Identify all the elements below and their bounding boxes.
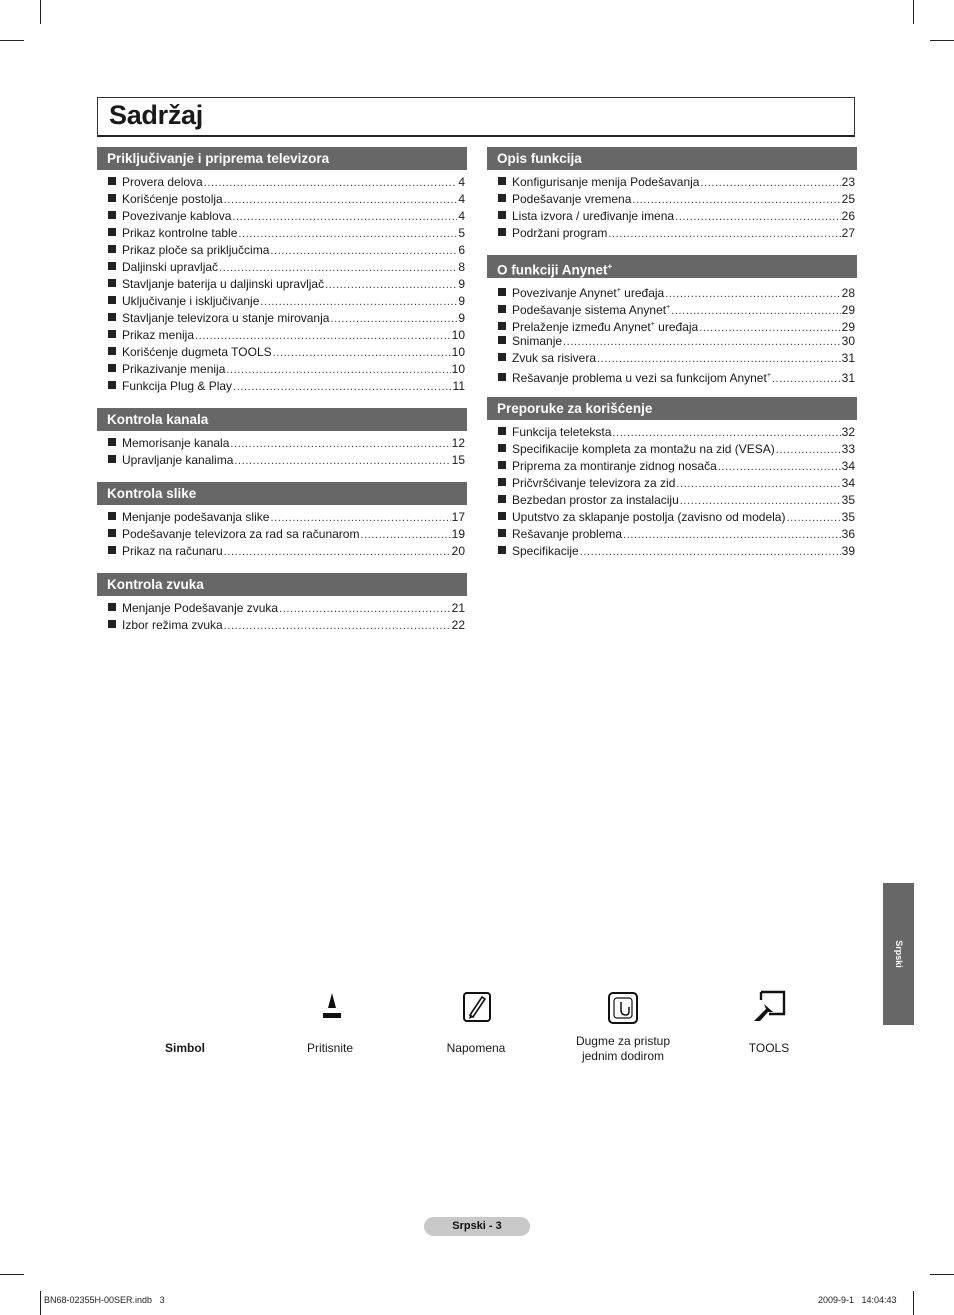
leader-dots <box>232 209 457 226</box>
toc-entry[interactable] <box>97 361 467 378</box>
toc-entry-title <box>122 293 259 310</box>
toc-entry[interactable] <box>487 282 857 299</box>
square-bullet-icon <box>498 373 506 381</box>
toc-entry-title <box>122 276 324 293</box>
toc-entry-title <box>122 361 225 378</box>
legend-one-touch-line1: Dugme za pristup <box>575 1034 671 1048</box>
toc-page-number: 34 <box>841 459 855 473</box>
toc-entry-text: Konfigurisanje menija Podešavanja <box>512 175 700 189</box>
leader-dots <box>234 453 450 470</box>
toc-entry-text: Prikaz na računaru <box>122 544 223 558</box>
toc-entry[interactable] <box>487 475 857 492</box>
toc-entry[interactable] <box>97 191 467 208</box>
toc-entry-title <box>512 367 771 387</box>
toc-page-number: 26 <box>841 209 855 223</box>
toc-entry-text: Uputstvo za sklapanje postolja (zavisno od modela) <box>512 510 786 524</box>
toc-entry[interactable] <box>487 526 857 543</box>
crop-mark <box>40 1291 41 1315</box>
toc-section <box>97 147 467 395</box>
toc-entry-text: Menjanje Podešavanje zvuka <box>122 601 279 615</box>
toc-entry-title <box>122 344 272 361</box>
square-bullet-icon <box>108 296 116 304</box>
toc-entry-title <box>122 191 223 208</box>
toc-page-number: 32 <box>841 425 855 439</box>
toc-entry-suffix: uređaja <box>620 286 665 300</box>
section-heading-superscript: + <box>607 262 613 271</box>
toc-entry-title <box>512 225 607 242</box>
square-bullet-icon <box>498 177 506 185</box>
toc-entry[interactable] <box>487 208 857 225</box>
square-bullet-icon <box>108 279 116 287</box>
square-bullet-icon <box>498 495 506 503</box>
toc-entry[interactable] <box>97 452 467 469</box>
square-bullet-icon <box>108 347 116 355</box>
toc-entry-title <box>512 458 717 475</box>
square-bullet-icon <box>498 478 506 486</box>
square-bullet-icon <box>108 262 116 270</box>
toc-entry-text: Stavljanje televizora u stanje mirovanja <box>122 311 330 325</box>
toc-entry-text: Prikaz kontrolne table <box>122 226 238 240</box>
toc-list <box>487 174 857 242</box>
toc-section <box>97 482 467 560</box>
language-side-tab <box>883 883 914 1025</box>
toc-page-number: 36 <box>841 527 855 541</box>
toc-entry-title <box>512 174 699 191</box>
square-bullet-icon <box>108 620 116 628</box>
toc-entry-text: Daljinski upravljač <box>122 260 219 274</box>
toc-entry-text: Snimanje <box>512 334 563 348</box>
square-bullet-icon <box>498 444 506 452</box>
square-bullet-icon <box>108 194 116 202</box>
toc-page-number: 4 <box>458 175 465 189</box>
leader-dots <box>786 510 840 527</box>
leader-dots <box>563 334 841 351</box>
toc-entry-title <box>122 543 223 560</box>
section-heading-text: O funkciji Anynet <box>497 262 608 278</box>
section-heading-text: Kontrola kanala <box>107 412 209 427</box>
toc-section <box>97 408 467 469</box>
press-icon <box>321 991 343 1021</box>
toc-entry-text: Povezivanje kablova <box>122 209 232 223</box>
section-heading-text: Kontrola slike <box>107 486 197 501</box>
toc-entry[interactable] <box>97 617 467 634</box>
toc-list <box>97 600 467 634</box>
leader-dots <box>776 442 841 459</box>
legend-press <box>290 1041 370 1056</box>
toc-entry[interactable] <box>97 327 467 344</box>
toc-entry-text: Memorisanje kanala <box>122 436 230 450</box>
toc-entry-text: Podešavanje vremena <box>512 192 632 206</box>
toc-entry-text: Specifikacije <box>512 544 579 558</box>
toc-page-number: 10 <box>451 345 465 359</box>
toc-entry[interactable] <box>97 310 467 327</box>
toc-entry-title <box>512 543 579 560</box>
toc-entry-text: Pričvršćivanje televizora za zid <box>512 476 676 490</box>
leader-dots <box>219 260 457 277</box>
toc-entry[interactable] <box>97 543 467 560</box>
legend-symbol-label: Simbol <box>164 1041 205 1055</box>
section-heading <box>97 573 467 596</box>
toc-entry-title <box>512 492 679 509</box>
crop-mark <box>930 40 954 41</box>
toc-page-number: 21 <box>451 601 465 615</box>
leader-dots <box>675 209 841 226</box>
toc-entry-title <box>122 509 269 526</box>
page-title: Sadržaj <box>109 100 203 130</box>
toc-list <box>97 174 467 395</box>
leader-dots <box>270 243 457 260</box>
toc-page-number: 15 <box>451 453 465 467</box>
note-icon <box>462 991 492 1023</box>
square-bullet-icon <box>108 211 116 219</box>
side-tab-label: Srpski <box>893 940 904 968</box>
toc-section <box>487 147 857 242</box>
square-bullet-icon <box>498 427 506 435</box>
square-bullet-icon <box>108 603 116 611</box>
toc-entry[interactable] <box>487 492 857 509</box>
toc-entry[interactable] <box>97 344 467 361</box>
toc-entry-superscript: + <box>616 287 621 294</box>
toc-entry-text: Menjanje podešavanja slike <box>122 510 270 524</box>
section-heading <box>97 147 467 170</box>
toc-entry-title <box>512 350 596 367</box>
toc-entry[interactable] <box>97 435 467 452</box>
toc-page-number: 5 <box>458 226 465 240</box>
toc-entry[interactable] <box>487 191 857 208</box>
toc-page-number: 33 <box>841 442 855 456</box>
section-heading <box>487 397 857 420</box>
one-touch-button-icon <box>607 991 639 1025</box>
toc-page-number: 17 <box>451 510 465 524</box>
toc-entry[interactable] <box>487 367 857 384</box>
toc-entry[interactable] <box>487 350 857 367</box>
toc-entry-text: Rešavanje problema <box>512 527 623 541</box>
toc-page-number: 4 <box>458 192 465 206</box>
leader-dots <box>260 294 457 311</box>
toc-entry-title <box>512 475 675 492</box>
square-bullet-icon <box>498 228 506 236</box>
crop-mark <box>0 40 24 41</box>
square-bullet-icon <box>108 313 116 321</box>
square-bullet-icon <box>498 512 506 520</box>
title-box <box>97 97 855 137</box>
footer-timestamp: 2009-9-1 14:04:43 <box>818 1295 897 1305</box>
toc-list <box>97 435 467 469</box>
tools-icon <box>751 990 787 1024</box>
crop-mark <box>930 1274 954 1275</box>
toc-entry[interactable] <box>97 600 467 617</box>
toc-page-number: 11 <box>452 379 465 393</box>
toc-entry-title <box>512 441 775 458</box>
square-bullet-icon <box>498 305 506 313</box>
leader-dots <box>238 226 457 243</box>
toc-entry-text: Bezbedan prostor za instalaciju <box>512 493 679 507</box>
leader-dots <box>632 192 840 209</box>
toc-entry-title <box>122 208 231 225</box>
toc-entry-title <box>122 600 278 617</box>
leader-dots <box>325 277 457 294</box>
toc-list <box>487 282 857 384</box>
leader-dots <box>230 436 450 453</box>
toc-entry-text: Podešavanje televizora za rad sa računarom <box>122 527 360 541</box>
footer-file-name: BN68-02355H-00SER.indb 3 <box>44 1295 165 1305</box>
leader-dots <box>580 544 841 561</box>
toc-entry[interactable] <box>487 174 857 191</box>
toc-page-number: 28 <box>841 286 855 300</box>
leader-dots <box>330 311 457 328</box>
toc-entry[interactable] <box>97 225 467 242</box>
square-bullet-icon <box>108 177 116 185</box>
leader-dots <box>226 362 450 379</box>
leader-dots <box>360 527 450 544</box>
leader-dots <box>204 175 458 192</box>
toc-page-number: 29 <box>841 320 855 334</box>
leader-dots <box>612 425 840 442</box>
leader-dots <box>597 351 841 368</box>
leader-dots <box>195 328 451 345</box>
toc-list <box>487 424 857 560</box>
toc-entry[interactable] <box>97 174 467 191</box>
toc-entry-text: Specifikacije kompleta za montažu na zid (VESA) <box>512 442 775 456</box>
toc-entry-text: Korišćenje dugmeta TOOLS <box>122 345 272 359</box>
square-bullet-icon <box>108 529 116 537</box>
toc-entry-text: Prikazivanje menija <box>122 362 226 376</box>
toc-entry-text: Podržani program <box>512 226 608 240</box>
toc-entry[interactable] <box>487 424 857 441</box>
toc-entry-text: Povezivanje Anynet <box>512 286 617 300</box>
toc-entry-title <box>122 259 218 276</box>
leader-dots <box>279 601 451 618</box>
toc-page-number: 34 <box>841 476 855 490</box>
square-bullet-icon <box>498 211 506 219</box>
toc-entry-text: Prelaženje između Anynet <box>512 320 651 334</box>
toc-entry-suffix: uređaja <box>654 320 699 334</box>
toc-entry-title <box>122 452 233 469</box>
toc-entry-text: Rešavanje problema u vezi sa funkcijom Anynet <box>512 371 767 385</box>
toc-entry-text: Funkcija teleteksta <box>512 425 612 439</box>
toc-entry-title <box>512 509 785 526</box>
square-bullet-icon <box>108 512 116 520</box>
toc-entry[interactable] <box>97 526 467 543</box>
toc-entry-superscript: + <box>650 321 655 328</box>
toc-entry-text: Uključivanje i isključivanje <box>122 294 260 308</box>
section-heading <box>487 255 857 278</box>
leader-dots <box>270 510 450 527</box>
square-bullet-icon <box>108 381 116 389</box>
legend-press-label: Pritisnite <box>306 1041 353 1055</box>
legend-tools-label: TOOLS <box>748 1041 790 1055</box>
toc-page-number: 23 <box>841 175 855 189</box>
toc-section <box>487 255 857 384</box>
toc-entry-title <box>122 526 359 543</box>
legend-symbol <box>150 1041 220 1056</box>
toc-entry-title <box>122 327 194 344</box>
section-heading-text: Preporuke za korišćenje <box>497 401 653 416</box>
toc-entry-title <box>122 174 203 191</box>
toc-entry[interactable] <box>97 378 467 395</box>
toc-entry[interactable] <box>97 259 467 276</box>
toc-entry-superscript: + <box>766 372 771 379</box>
toc-entry-title <box>512 424 611 441</box>
square-bullet-icon <box>498 461 506 469</box>
toc-entry[interactable] <box>487 441 857 458</box>
toc-entry-text: Prikaz menija <box>122 328 195 342</box>
toc-entry[interactable] <box>487 543 857 560</box>
leader-dots <box>224 618 451 635</box>
square-bullet-icon <box>108 330 116 338</box>
toc-entry-title <box>122 617 223 634</box>
toc-page-number: 4 <box>458 209 465 223</box>
toc-entry-text: Podešavanje sistema Anynet <box>512 303 667 317</box>
toc-page-number: 10 <box>451 328 465 342</box>
toc-page-number: 9 <box>458 294 465 308</box>
toc-entry-title <box>512 333 562 350</box>
legend-note <box>436 1041 516 1056</box>
leader-dots <box>224 544 451 561</box>
toc-entry-text: Upravljanje kanalima <box>122 453 234 467</box>
section-heading <box>97 482 467 505</box>
legend-note-label: Napomena <box>446 1041 506 1055</box>
toc-entry-title <box>122 242 269 259</box>
square-bullet-icon <box>498 322 506 330</box>
toc-entry-title <box>512 526 622 543</box>
toc-entry[interactable] <box>487 225 857 242</box>
toc-page-number: 8 <box>458 260 465 274</box>
leader-dots <box>623 527 841 544</box>
toc-page-number: 12 <box>451 436 465 450</box>
toc-page-number: 9 <box>458 277 465 291</box>
leader-dots <box>700 175 840 192</box>
toc-entry[interactable] <box>487 333 857 350</box>
toc-entry-text: Funkcija Plug & Play <box>122 379 233 393</box>
toc-entry-text: Prikaz ploče sa priključcima <box>122 243 270 257</box>
toc-entry-text: Lista izvora / uređivanje imena <box>512 209 675 223</box>
toc-page-number: 27 <box>841 226 855 240</box>
toc-right-column <box>487 147 857 573</box>
toc-entry-text: Priprema za montiranje zidnog nosača <box>512 459 717 473</box>
page-number: Srpski - 3 <box>424 1217 530 1236</box>
crop-mark <box>913 0 914 24</box>
toc-page-number: 39 <box>841 544 855 558</box>
toc-entry-title <box>512 191 631 208</box>
toc-list <box>97 509 467 560</box>
section-heading <box>487 147 857 170</box>
toc-page-number: 31 <box>841 371 855 385</box>
leader-dots <box>772 371 841 388</box>
legend-tools <box>734 1041 804 1056</box>
leader-dots <box>718 459 841 476</box>
toc-page-number: 31 <box>841 351 855 365</box>
square-bullet-icon <box>498 194 506 202</box>
toc-entry[interactable] <box>97 293 467 310</box>
toc-entry-title <box>512 208 674 225</box>
square-bullet-icon <box>108 438 116 446</box>
leader-dots <box>608 226 840 243</box>
toc-entry-text: Korišćenje postolja <box>122 192 223 206</box>
toc-entry[interactable] <box>97 208 467 225</box>
toc-entry-text: Zvuk sa risivera <box>512 351 597 365</box>
square-bullet-icon <box>498 546 506 554</box>
leader-dots <box>273 345 451 362</box>
toc-entry-text: Provera delova <box>122 175 203 189</box>
toc-entry-title <box>122 225 237 242</box>
toc-page-number: 9 <box>458 311 465 325</box>
leader-dots <box>680 493 841 510</box>
toc-page-number: 6 <box>458 243 465 257</box>
legend-one-touch-line2: jednim dodirom <box>581 1049 665 1063</box>
toc-entry-text: Stavljanje baterija u daljinski upravljač <box>122 277 325 291</box>
square-bullet-icon <box>108 546 116 554</box>
crop-mark <box>40 0 41 24</box>
toc-entry-title <box>122 378 232 395</box>
toc-page-number: 30 <box>841 334 855 348</box>
square-bullet-icon <box>108 455 116 463</box>
legend-one-touch <box>560 1034 686 1064</box>
toc-entry[interactable] <box>487 509 857 526</box>
toc-page-number: 10 <box>451 362 465 376</box>
leader-dots <box>665 286 840 303</box>
crop-mark <box>0 1274 24 1275</box>
square-bullet-icon <box>498 353 506 361</box>
toc-entry-title <box>122 310 329 327</box>
section-heading-text: Priključivanje i priprema televizora <box>107 151 330 166</box>
leader-dots <box>676 476 840 493</box>
toc-entry[interactable] <box>97 509 467 526</box>
square-bullet-icon <box>108 245 116 253</box>
square-bullet-icon <box>108 364 116 372</box>
toc-entry-superscript: + <box>666 304 671 311</box>
square-bullet-icon <box>498 529 506 537</box>
toc-left-column <box>97 147 467 647</box>
toc-page-number: 25 <box>841 192 855 206</box>
crop-mark <box>913 1291 914 1315</box>
toc-entry-title <box>122 435 229 452</box>
section-heading-text: Kontrola zvuka <box>107 577 204 592</box>
section-heading-text: Opis funkcija <box>497 151 582 166</box>
section-heading <box>97 408 467 431</box>
toc-page-number: 22 <box>451 618 465 632</box>
toc-page-number: 35 <box>841 493 855 507</box>
leader-dots <box>224 192 458 209</box>
toc-page-number: 29 <box>841 303 855 317</box>
toc-entry-text: Izbor režima zvuka <box>122 618 223 632</box>
toc-entry[interactable] <box>97 242 467 259</box>
toc-entry[interactable] <box>97 276 467 293</box>
leader-dots <box>233 379 451 396</box>
toc-section <box>487 397 857 560</box>
toc-page-number: 35 <box>841 510 855 524</box>
toc-entry[interactable] <box>487 458 857 475</box>
toc-page-number: 20 <box>451 544 465 558</box>
square-bullet-icon <box>498 288 506 296</box>
toc-page-number: 19 <box>451 527 465 541</box>
toc-section <box>97 573 467 634</box>
square-bullet-icon <box>498 336 506 344</box>
square-bullet-icon <box>108 228 116 236</box>
